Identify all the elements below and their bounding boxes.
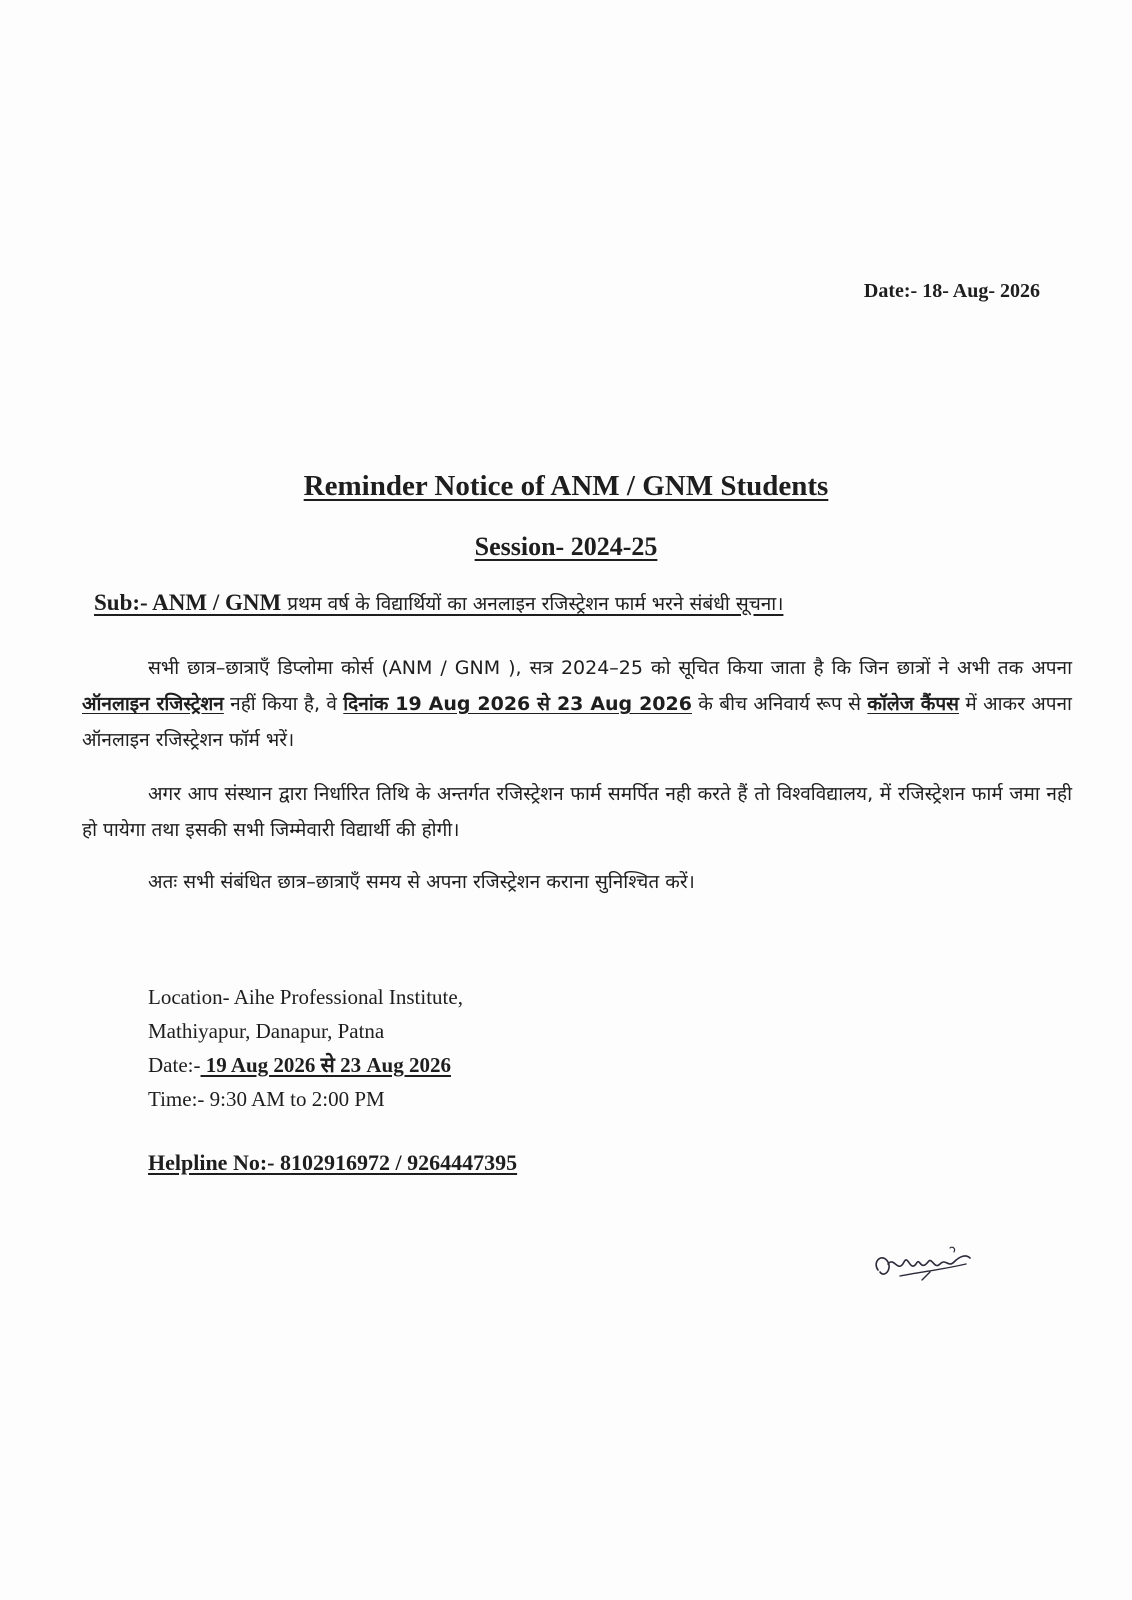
location-line-1: Location- Aihe Professional Institute, xyxy=(148,985,463,1009)
location-date-label: Date:- xyxy=(148,1053,201,1077)
location-block xyxy=(148,980,463,1116)
paragraph-1-part-4: में आकर अपना ऑनलाइन रजिस्ट्रेशन फॉर्म भरें। xyxy=(82,693,1072,751)
subject-label: Sub:- ANM / GNM xyxy=(94,590,282,615)
paragraph-1-part-2: नहीं किया है, वे xyxy=(223,693,344,715)
helpline-number: Helpline No:- 8102916972 / 9264447395 xyxy=(148,1150,518,1175)
subject-line xyxy=(94,590,1074,616)
location-date-value: 19 Aug 2026 से 23 Aug 2026 xyxy=(200,1053,451,1077)
college-campus-highlight: कॉलेज कैंपस xyxy=(867,693,960,715)
paragraph-1-part-3: के बीच अनिवार्य रूप से xyxy=(691,693,868,715)
paragraph-1-part-1: सभी छात्र–छात्राएँ डिप्लोमा कोर्स (ANM / GNM ), सत्र 2024–25 को सूचित किया जाता है कि जिन छात्रों ने अभी तक अपना xyxy=(148,657,1072,679)
paragraph-2: अगर आप संस्थान द्वारा निर्धारित तिथि के अन्तर्गत रजिस्ट्रेशन फार्म समर्पित नही करते हैं तो विश्वविद्यालय, में रजिस्ट्रेशन फार्म जमा नही हो पायेगा तथा इसकी सभी जिम्मेवारी विद्यार्थी की होगी। xyxy=(82,783,1072,841)
paragraph-1 xyxy=(82,650,1072,758)
notice-title: Reminder Notice of ANM / GNM Students xyxy=(303,470,829,502)
location-line-2: Mathiyapur, Danapur, Patna xyxy=(148,1019,385,1043)
notice-date: Date:- 18- Aug- 2026 xyxy=(863,280,1040,302)
location-date xyxy=(148,1048,463,1082)
signature xyxy=(870,1242,980,1312)
subject-text: प्रथम वर्ष के विद्यार्थियों का अनलाइन रजिस्ट्रेशन फार्म भरने संबंधी सूचना। xyxy=(281,593,784,615)
location-time: Time:- 9:30 AM to 2:00 PM xyxy=(148,1087,385,1111)
session-heading: Session- 2024-25 xyxy=(474,532,658,561)
online-registration-highlight: ऑनलाइन रजिस्ट्रेशन xyxy=(82,693,224,715)
paragraph-3: अतः सभी संबंधित छात्र–छात्राएँ समय से अपना रजिस्ट्रेशन कराना सुनिश्चित करें। xyxy=(148,871,695,893)
signature-scribble xyxy=(870,1242,980,1312)
registration-date-range: दिनांक 19 Aug 2026 से 23 Aug 2026 xyxy=(343,693,692,715)
